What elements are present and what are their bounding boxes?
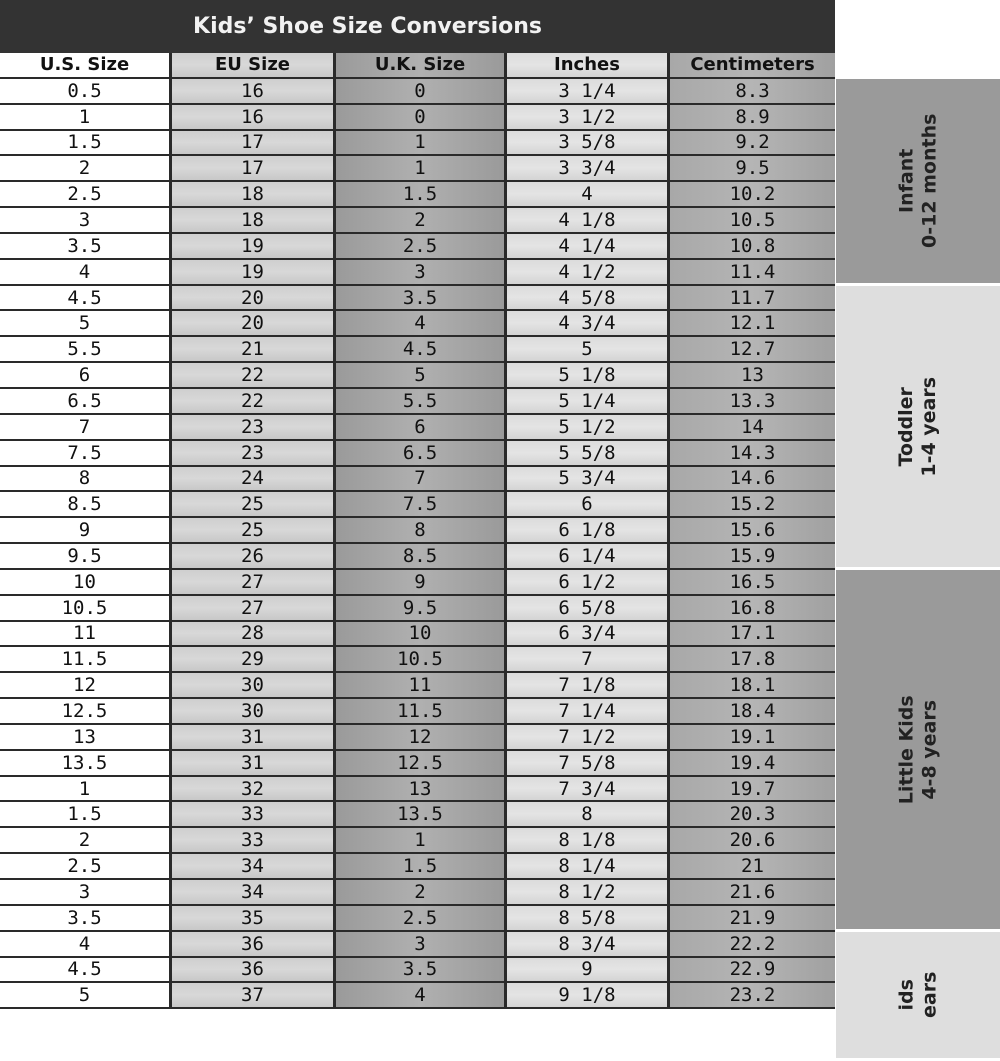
cell-eu-size: 28 xyxy=(172,622,336,646)
cell-centimeters: 14.3 xyxy=(670,441,835,465)
age-group-label xyxy=(895,695,941,804)
table-row xyxy=(0,208,835,234)
table-row xyxy=(0,854,835,880)
cell-us-size: 4.5 xyxy=(0,958,172,982)
cell-centimeters: 23.2 xyxy=(670,983,835,1007)
cell-centimeters: 17.8 xyxy=(670,647,835,671)
cell-us-size: 3 xyxy=(0,208,172,232)
cell-inches: 7 1/8 xyxy=(507,673,670,697)
cell-inches: 7 1/4 xyxy=(507,699,670,723)
cell-eu-size: 36 xyxy=(172,958,336,982)
cell-uk-size: 12 xyxy=(336,725,507,749)
cell-inches: 7 1/2 xyxy=(507,725,670,749)
column-header-inches: Inches xyxy=(507,53,670,77)
column-header-us: U.S. Size xyxy=(0,53,172,77)
cell-uk-size: 0 xyxy=(336,79,507,103)
cell-inches: 6 1/8 xyxy=(507,518,670,542)
cell-inches: 7 xyxy=(507,647,670,671)
cell-uk-size: 2 xyxy=(336,880,507,904)
cell-us-size: 3.5 xyxy=(0,906,172,930)
table-row xyxy=(0,363,835,389)
cell-inches: 9 1/8 xyxy=(507,983,670,1007)
age-group-range: 4-8 years xyxy=(917,699,940,800)
cell-eu-size: 36 xyxy=(172,932,336,956)
cell-uk-size: 1.5 xyxy=(336,182,507,206)
cell-uk-size: 5.5 xyxy=(336,389,507,413)
cell-inches: 8 1/4 xyxy=(507,854,670,878)
cell-eu-size: 18 xyxy=(172,208,336,232)
cell-inches: 8 1/8 xyxy=(507,828,670,852)
table-row xyxy=(0,544,835,570)
cell-us-size: 2 xyxy=(0,156,172,180)
table-title: Kids’ Shoe Size Conversions xyxy=(0,0,835,53)
age-group-name: ids xyxy=(895,979,918,1011)
cell-centimeters: 18.1 xyxy=(670,673,835,697)
cell-inches: 8 xyxy=(507,802,670,826)
cell-inches: 7 3/4 xyxy=(507,777,670,801)
cell-uk-size: 10 xyxy=(336,622,507,646)
cell-uk-size: 1 xyxy=(336,131,507,155)
column-header-eu: EU Size xyxy=(172,53,336,77)
table-row xyxy=(0,906,835,932)
cell-uk-size: 2.5 xyxy=(336,906,507,930)
age-group-name: Infant xyxy=(895,148,918,214)
cell-centimeters: 17.1 xyxy=(670,622,835,646)
cell-inches: 5 5/8 xyxy=(507,441,670,465)
cell-centimeters: 12.1 xyxy=(670,311,835,335)
cell-uk-size: 3.5 xyxy=(336,958,507,982)
cell-eu-size: 29 xyxy=(172,647,336,671)
age-group xyxy=(836,932,1000,1061)
cell-centimeters: 15.2 xyxy=(670,492,835,516)
header-row xyxy=(0,53,835,79)
cell-inches: 4 xyxy=(507,182,670,206)
cell-inches: 4 1/4 xyxy=(507,234,670,258)
cell-eu-size: 31 xyxy=(172,725,336,749)
cell-centimeters: 21.9 xyxy=(670,906,835,930)
table-row xyxy=(0,596,835,622)
cell-inches: 8 5/8 xyxy=(507,906,670,930)
table-row xyxy=(0,880,835,906)
cell-eu-size: 16 xyxy=(172,79,336,103)
cell-eu-size: 20 xyxy=(172,286,336,310)
cell-uk-size: 3 xyxy=(336,932,507,956)
cell-us-size: 13 xyxy=(0,725,172,749)
cell-us-size: 4 xyxy=(0,260,172,284)
cell-us-size: 2.5 xyxy=(0,854,172,878)
cell-us-size: 12.5 xyxy=(0,699,172,723)
column-header-uk: U.K. Size xyxy=(336,53,507,77)
cell-us-size: 1 xyxy=(0,777,172,801)
cell-centimeters: 19.4 xyxy=(670,751,835,775)
cell-eu-size: 25 xyxy=(172,492,336,516)
cell-centimeters: 20.6 xyxy=(670,828,835,852)
age-group xyxy=(836,286,1000,570)
table-row xyxy=(0,958,835,984)
cell-us-size: 11 xyxy=(0,622,172,646)
table-row xyxy=(0,260,835,286)
cell-uk-size: 12.5 xyxy=(336,751,507,775)
cell-us-size: 1.5 xyxy=(0,802,172,826)
cell-uk-size: 9 xyxy=(336,570,507,594)
cell-eu-size: 16 xyxy=(172,105,336,129)
cell-centimeters: 10.8 xyxy=(670,234,835,258)
cell-centimeters: 9.2 xyxy=(670,131,835,155)
cell-uk-size: 2.5 xyxy=(336,234,507,258)
age-group-name: Toddler xyxy=(895,386,918,467)
age-group-range: 1-4 years xyxy=(918,376,940,477)
cell-uk-size: 9.5 xyxy=(336,596,507,620)
cell-eu-size: 27 xyxy=(172,570,336,594)
column-header-cm: Centimeters xyxy=(670,53,835,77)
cell-uk-size: 1 xyxy=(336,156,507,180)
cell-uk-size: 6.5 xyxy=(336,441,507,465)
cell-uk-size: 13.5 xyxy=(336,802,507,826)
cell-us-size: 5 xyxy=(0,983,172,1007)
cell-uk-size: 4.5 xyxy=(336,337,507,361)
cell-inches: 5 1/2 xyxy=(507,415,670,439)
cell-us-size: 2 xyxy=(0,828,172,852)
table-row xyxy=(0,673,835,699)
cell-centimeters: 22.9 xyxy=(670,958,835,982)
cell-inches: 5 3/4 xyxy=(507,467,670,491)
cell-us-size: 11.5 xyxy=(0,647,172,671)
cell-inches: 5 1/8 xyxy=(507,363,670,387)
cell-centimeters: 14 xyxy=(670,415,835,439)
cell-centimeters: 20.3 xyxy=(670,802,835,826)
cell-centimeters: 16.5 xyxy=(670,570,835,594)
table-row xyxy=(0,492,835,518)
table-row xyxy=(0,337,835,363)
age-group xyxy=(836,570,1000,932)
cell-uk-size: 3 xyxy=(336,260,507,284)
cell-eu-size: 34 xyxy=(172,880,336,904)
cell-eu-size: 26 xyxy=(172,544,336,568)
table-row xyxy=(0,570,835,596)
table-row xyxy=(0,699,835,725)
table-row xyxy=(0,182,835,208)
cell-uk-size: 7.5 xyxy=(336,492,507,516)
cell-centimeters: 13 xyxy=(670,363,835,387)
cell-uk-size: 2 xyxy=(336,208,507,232)
cell-us-size: 7.5 xyxy=(0,441,172,465)
cell-eu-size: 19 xyxy=(172,260,336,284)
cell-inches: 6 5/8 xyxy=(507,596,670,620)
cell-eu-size: 30 xyxy=(172,673,336,697)
cell-us-size: 3 xyxy=(0,880,172,904)
cell-centimeters: 8.3 xyxy=(670,79,835,103)
table-row xyxy=(0,802,835,828)
cell-uk-size: 8.5 xyxy=(336,544,507,568)
cell-us-size: 5 xyxy=(0,311,172,335)
cell-us-size: 3.5 xyxy=(0,234,172,258)
cell-inches: 8 3/4 xyxy=(507,932,670,956)
cell-eu-size: 19 xyxy=(172,234,336,258)
table-body xyxy=(0,79,835,1009)
cell-eu-size: 21 xyxy=(172,337,336,361)
cell-inches: 8 1/2 xyxy=(507,880,670,904)
table-row xyxy=(0,389,835,415)
cell-eu-size: 37 xyxy=(172,983,336,1007)
cell-inches: 4 1/8 xyxy=(507,208,670,232)
cell-us-size: 7 xyxy=(0,415,172,439)
cell-centimeters: 10.5 xyxy=(670,208,835,232)
table-row xyxy=(0,518,835,544)
age-group-label xyxy=(895,377,941,477)
cell-inches: 5 1/4 xyxy=(507,389,670,413)
cell-uk-size: 4 xyxy=(336,983,507,1007)
cell-inches: 5 xyxy=(507,337,670,361)
cell-us-size: 1.5 xyxy=(0,131,172,155)
cell-us-size: 6 xyxy=(0,363,172,387)
cell-eu-size: 23 xyxy=(172,415,336,439)
cell-eu-size: 18 xyxy=(172,182,336,206)
cell-inches: 7 5/8 xyxy=(507,751,670,775)
cell-us-size: 0.5 xyxy=(0,79,172,103)
cell-centimeters: 16.8 xyxy=(670,596,835,620)
cell-uk-size: 3.5 xyxy=(336,286,507,310)
cell-centimeters: 12.7 xyxy=(670,337,835,361)
cell-eu-size: 31 xyxy=(172,751,336,775)
cell-eu-size: 33 xyxy=(172,828,336,852)
cell-us-size: 12 xyxy=(0,673,172,697)
age-group xyxy=(836,79,1000,286)
table-row xyxy=(0,828,835,854)
age-group-label xyxy=(895,114,941,248)
cell-uk-size: 8 xyxy=(336,518,507,542)
table-row xyxy=(0,647,835,673)
table-row xyxy=(0,467,835,493)
cell-eu-size: 34 xyxy=(172,854,336,878)
age-group-range: 0-12 months xyxy=(918,113,940,249)
cell-eu-size: 32 xyxy=(172,777,336,801)
age-group-range: ears xyxy=(917,971,940,1019)
cell-us-size: 13.5 xyxy=(0,751,172,775)
table-row xyxy=(0,415,835,441)
cell-uk-size: 5 xyxy=(336,363,507,387)
cell-eu-size: 24 xyxy=(172,467,336,491)
cell-uk-size: 11 xyxy=(336,673,507,697)
cell-eu-size: 22 xyxy=(172,389,336,413)
cell-inches: 6 xyxy=(507,492,670,516)
cell-inches: 4 3/4 xyxy=(507,311,670,335)
cell-uk-size: 10.5 xyxy=(336,647,507,671)
size-conversion-table xyxy=(0,53,835,1009)
cell-uk-size: 0 xyxy=(336,105,507,129)
cell-inches: 4 5/8 xyxy=(507,286,670,310)
table-row xyxy=(0,751,835,777)
cell-uk-size: 1.5 xyxy=(336,854,507,878)
cell-us-size: 8 xyxy=(0,467,172,491)
cell-uk-size: 1 xyxy=(336,828,507,852)
cell-centimeters: 9.5 xyxy=(670,156,835,180)
table-row xyxy=(0,777,835,803)
cell-centimeters: 18.4 xyxy=(670,699,835,723)
cell-uk-size: 11.5 xyxy=(336,699,507,723)
cell-centimeters: 8.9 xyxy=(670,105,835,129)
cell-inches: 4 1/2 xyxy=(507,260,670,284)
table-row xyxy=(0,131,835,157)
cell-centimeters: 11.4 xyxy=(670,260,835,284)
cell-us-size: 4.5 xyxy=(0,286,172,310)
cell-us-size: 9.5 xyxy=(0,544,172,568)
cell-centimeters: 15.9 xyxy=(670,544,835,568)
cell-eu-size: 22 xyxy=(172,363,336,387)
age-group-label xyxy=(895,972,941,1018)
table-row xyxy=(0,286,835,312)
cell-centimeters: 10.2 xyxy=(670,182,835,206)
cell-us-size: 5.5 xyxy=(0,337,172,361)
cell-inches: 3 3/4 xyxy=(507,156,670,180)
cell-centimeters: 19.1 xyxy=(670,725,835,749)
table-row xyxy=(0,932,835,958)
cell-eu-size: 30 xyxy=(172,699,336,723)
cell-eu-size: 17 xyxy=(172,131,336,155)
table-row xyxy=(0,311,835,337)
cell-us-size: 8.5 xyxy=(0,492,172,516)
cell-centimeters: 11.7 xyxy=(670,286,835,310)
table-row xyxy=(0,79,835,105)
cell-us-size: 4 xyxy=(0,932,172,956)
cell-us-size: 10.5 xyxy=(0,596,172,620)
cell-eu-size: 33 xyxy=(172,802,336,826)
cell-eu-size: 17 xyxy=(172,156,336,180)
cell-us-size: 1 xyxy=(0,105,172,129)
table-row xyxy=(0,983,835,1009)
cell-centimeters: 13.3 xyxy=(670,389,835,413)
cell-centimeters: 21.6 xyxy=(670,880,835,904)
cell-inches: 9 xyxy=(507,958,670,982)
cell-centimeters: 19.7 xyxy=(670,777,835,801)
cell-us-size: 10 xyxy=(0,570,172,594)
cell-inches: 3 1/2 xyxy=(507,105,670,129)
cell-inches: 6 1/4 xyxy=(507,544,670,568)
cell-uk-size: 6 xyxy=(336,415,507,439)
cell-centimeters: 22.2 xyxy=(670,932,835,956)
table-row xyxy=(0,234,835,260)
cell-uk-size: 13 xyxy=(336,777,507,801)
cell-eu-size: 25 xyxy=(172,518,336,542)
cell-eu-size: 35 xyxy=(172,906,336,930)
cell-eu-size: 20 xyxy=(172,311,336,335)
cell-us-size: 9 xyxy=(0,518,172,542)
cell-inches: 3 1/4 xyxy=(507,79,670,103)
table-row xyxy=(0,622,835,648)
cell-eu-size: 27 xyxy=(172,596,336,620)
cell-eu-size: 23 xyxy=(172,441,336,465)
table-row xyxy=(0,156,835,182)
table-row xyxy=(0,105,835,131)
cell-inches: 6 1/2 xyxy=(507,570,670,594)
table-row xyxy=(0,725,835,751)
cell-centimeters: 15.6 xyxy=(670,518,835,542)
cell-uk-size: 4 xyxy=(336,311,507,335)
table-row xyxy=(0,441,835,467)
cell-inches: 3 5/8 xyxy=(507,131,670,155)
age-group-name: Little Kids xyxy=(895,695,918,805)
cell-us-size: 6.5 xyxy=(0,389,172,413)
cell-inches: 6 3/4 xyxy=(507,622,670,646)
cell-centimeters: 14.6 xyxy=(670,467,835,491)
cell-centimeters: 21 xyxy=(670,854,835,878)
cell-uk-size: 7 xyxy=(336,467,507,491)
cell-us-size: 2.5 xyxy=(0,182,172,206)
